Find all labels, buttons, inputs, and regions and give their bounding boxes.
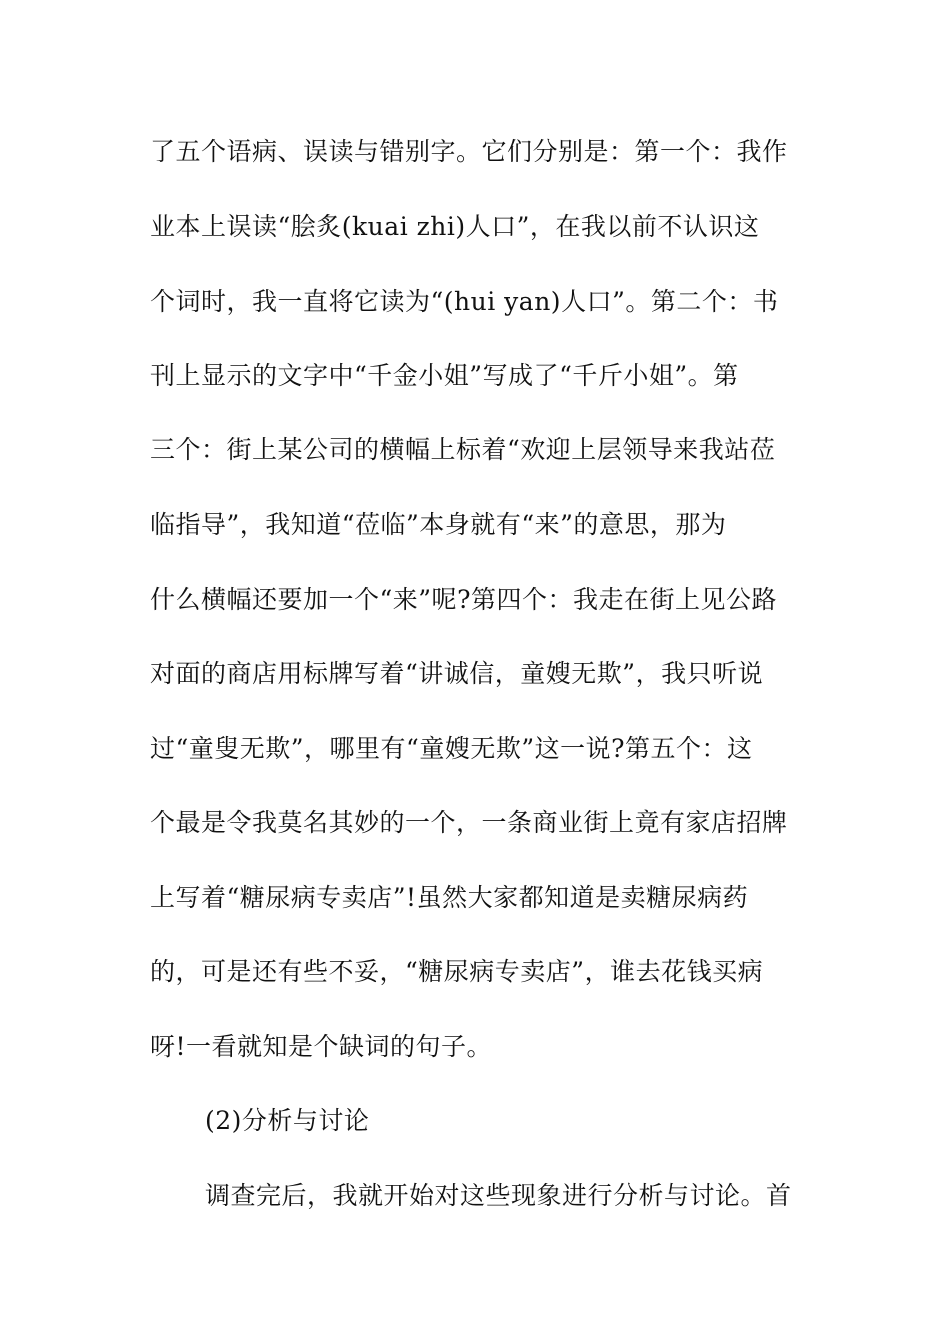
paragraph-line: 刊上显示的文字中“千金小姐”写成了“千斤小姐”。第 — [150, 361, 739, 390]
paragraph-line: 了五个语病、误读与错别字。它们分别是：第一个：我作 — [150, 137, 788, 166]
paragraph-line: 三个：街上某公司的横幅上标着“欢迎上层领导来我站莅 — [150, 435, 776, 464]
paragraph-line: 呀!一看就知是个缺词的句子。 — [150, 1032, 493, 1061]
paragraph-line: 调查完后，我就开始对这些现象进行分析与讨论。首 — [205, 1181, 792, 1210]
paragraph-line: 上写着“糖尿病专卖店”!虽然大家都知道是卖糖尿病药 — [150, 883, 749, 912]
paragraph-line: 什么横幅还要加一个“来”呢?第四个：我走在街上见公路 — [150, 585, 777, 614]
section-heading: (2)分析与讨论 — [205, 1106, 370, 1135]
paragraph-line: 个词时，我一直将它读为“(hui yan)人口”。第二个：书 — [150, 287, 779, 316]
paragraph-line: 过“童叟无欺”，哪里有“童嫂无欺”这一说?第五个：这 — [150, 734, 753, 763]
paragraph-line: 临指导”，我知道“莅临”本身就有“来”的意思，那为 — [150, 510, 727, 539]
paragraph-line: 业本上误读“脍炙(kuai zhi)人口”，在我以前不认识这 — [150, 212, 760, 241]
paragraph-line: 个最是令我莫名其妙的一个，一条商业街上竟有家店招牌 — [150, 808, 788, 837]
paragraph-line: 对面的商店用标牌写着“讲诚信，童嫂无欺”，我只听说 — [150, 659, 764, 688]
paragraph-line: 的，可是还有些不妥，“糖尿病专卖店”，谁去花钱买病 — [150, 957, 764, 986]
